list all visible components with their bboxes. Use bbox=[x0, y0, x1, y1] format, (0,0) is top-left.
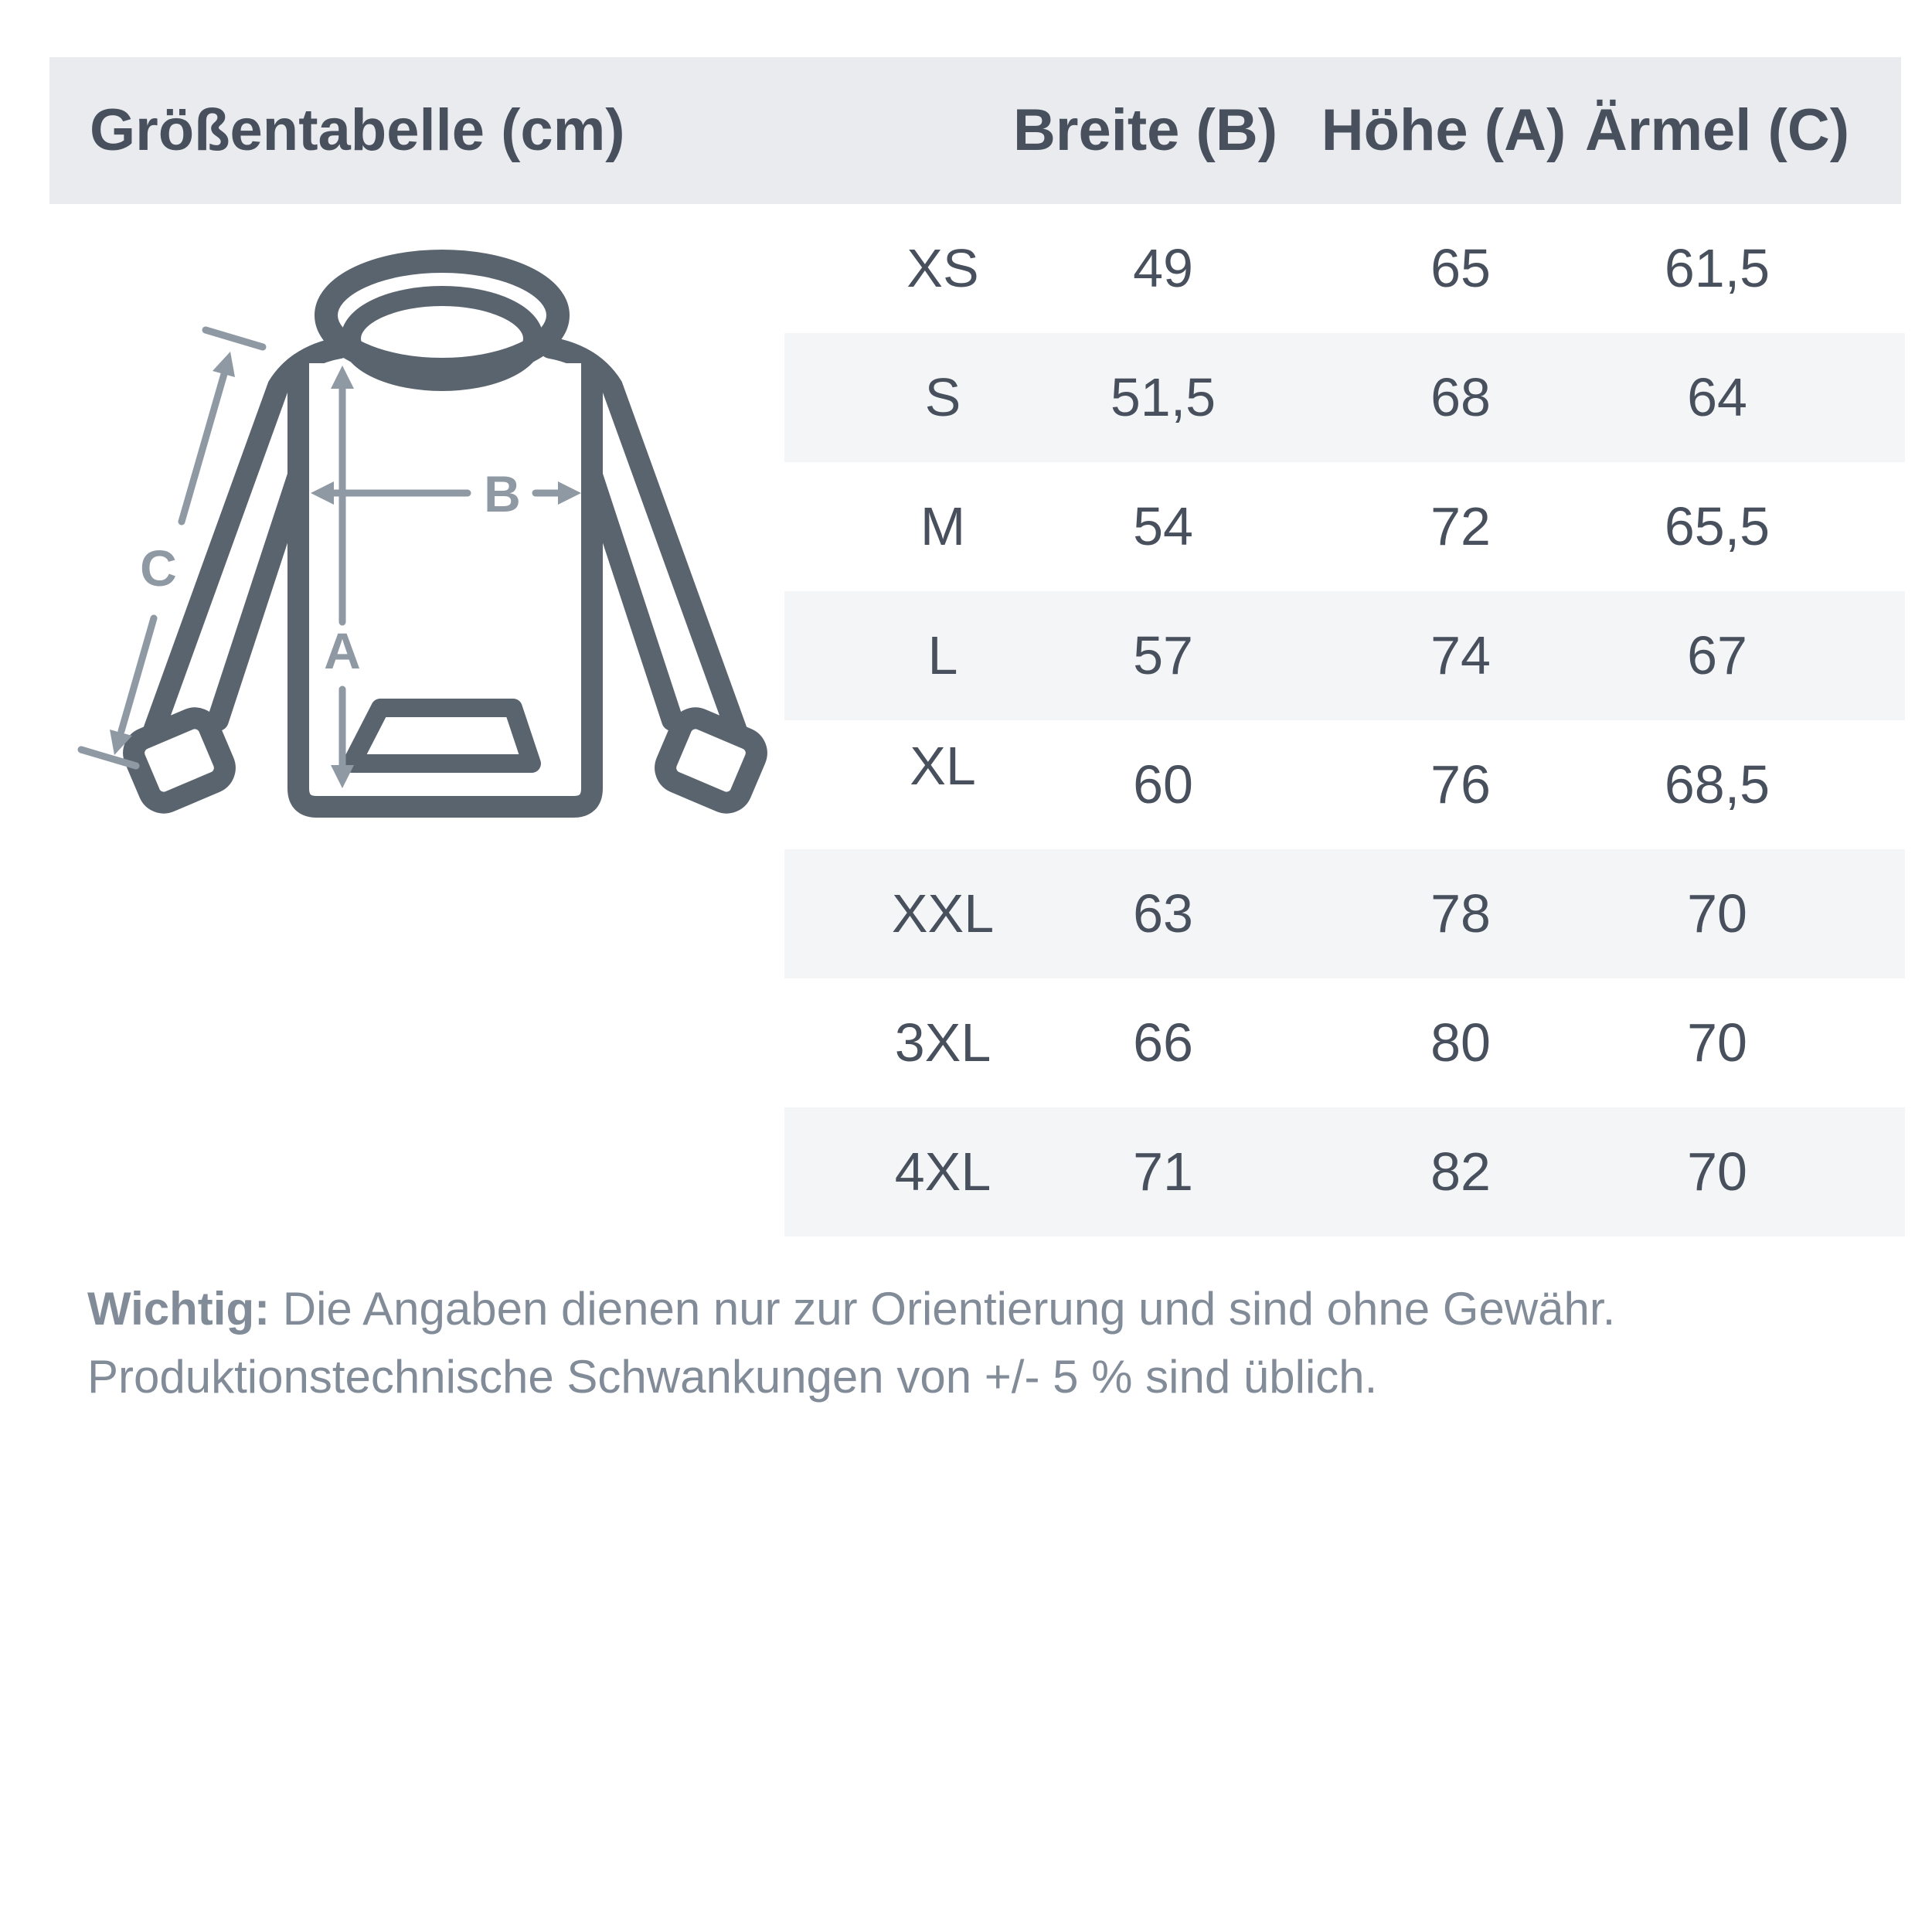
hoehe-cell: 68 bbox=[1430, 367, 1491, 427]
kangaroo-pocket bbox=[352, 708, 532, 764]
size-cell: 4XL bbox=[894, 1141, 992, 1202]
footer-important-label: Wichtig: bbox=[87, 1283, 270, 1335]
left-cuff bbox=[129, 713, 230, 808]
aermel-cell: 64 bbox=[1687, 367, 1747, 427]
breite-cell: 57 bbox=[1133, 625, 1193, 685]
column-header-aermel: Ärmel (C) bbox=[1584, 97, 1850, 163]
size-cell: XS bbox=[906, 238, 979, 298]
table-row bbox=[784, 333, 1905, 462]
arrow-b-label: B bbox=[484, 465, 521, 522]
breite-cell: 51,5 bbox=[1110, 367, 1216, 427]
breite-cell: 49 bbox=[1133, 238, 1193, 298]
aermel-cell: 70 bbox=[1687, 1012, 1747, 1073]
size-table bbox=[784, 204, 1905, 1236]
table-row bbox=[784, 462, 1905, 591]
table-row bbox=[784, 978, 1905, 1107]
hoehe-cell: 72 bbox=[1430, 496, 1491, 556]
hoehe-cell: 76 bbox=[1430, 754, 1491, 815]
table-row bbox=[784, 204, 1905, 333]
footer-note bbox=[87, 1275, 1888, 1411]
footer-line-2: Produktionstechnische Schwankungen von +/- 5 % sind üblich. bbox=[87, 1351, 1378, 1403]
hoodie-measurement-diagram bbox=[46, 216, 781, 896]
hoehe-cell: 74 bbox=[1430, 625, 1491, 685]
page-title: Größentabelle (cm) bbox=[90, 97, 625, 163]
table-row bbox=[784, 720, 1905, 849]
hoehe-cell: 82 bbox=[1430, 1141, 1491, 1202]
size-cell: XXL bbox=[891, 883, 995, 944]
size-cell: 3XL bbox=[894, 1012, 992, 1073]
breite-cell: 60 bbox=[1133, 754, 1193, 815]
hoehe-cell: 80 bbox=[1430, 1012, 1491, 1073]
breite-cell: 63 bbox=[1133, 883, 1193, 944]
table-header-bar bbox=[49, 57, 1901, 204]
aermel-cell: 68,5 bbox=[1664, 754, 1770, 815]
footer-line-1 bbox=[87, 1275, 1888, 1343]
aermel-cell: 61,5 bbox=[1664, 238, 1770, 298]
column-header-breite: Breite (B) bbox=[1012, 97, 1278, 163]
breite-cell: 71 bbox=[1133, 1141, 1193, 1202]
aermel-cell: 70 bbox=[1687, 883, 1747, 944]
size-cell: M bbox=[920, 496, 966, 556]
arrow-c-label: C bbox=[140, 539, 177, 597]
hoehe-cell: 65 bbox=[1430, 238, 1491, 298]
aermel-cell: 70 bbox=[1687, 1141, 1747, 1202]
footer-line-1-text: Die Angaben dienen nur zur Orientierung und sind ohne Gewähr. bbox=[282, 1283, 1616, 1335]
table-row bbox=[784, 591, 1905, 720]
hoehe-cell: 78 bbox=[1430, 883, 1491, 944]
size-cell: S bbox=[924, 367, 961, 427]
arrow-a-label: A bbox=[324, 622, 361, 679]
table-row bbox=[784, 849, 1905, 978]
column-header-hoehe: Höhe (A) bbox=[1321, 97, 1566, 163]
size-cell: L bbox=[927, 625, 958, 685]
aermel-cell: 65,5 bbox=[1664, 496, 1770, 556]
breite-cell: 54 bbox=[1133, 496, 1193, 556]
aermel-cell: 67 bbox=[1687, 625, 1747, 685]
right-cuff bbox=[661, 713, 761, 808]
table-row bbox=[784, 1107, 1905, 1236]
size-cell: XL bbox=[910, 736, 976, 796]
breite-cell: 66 bbox=[1133, 1012, 1193, 1073]
